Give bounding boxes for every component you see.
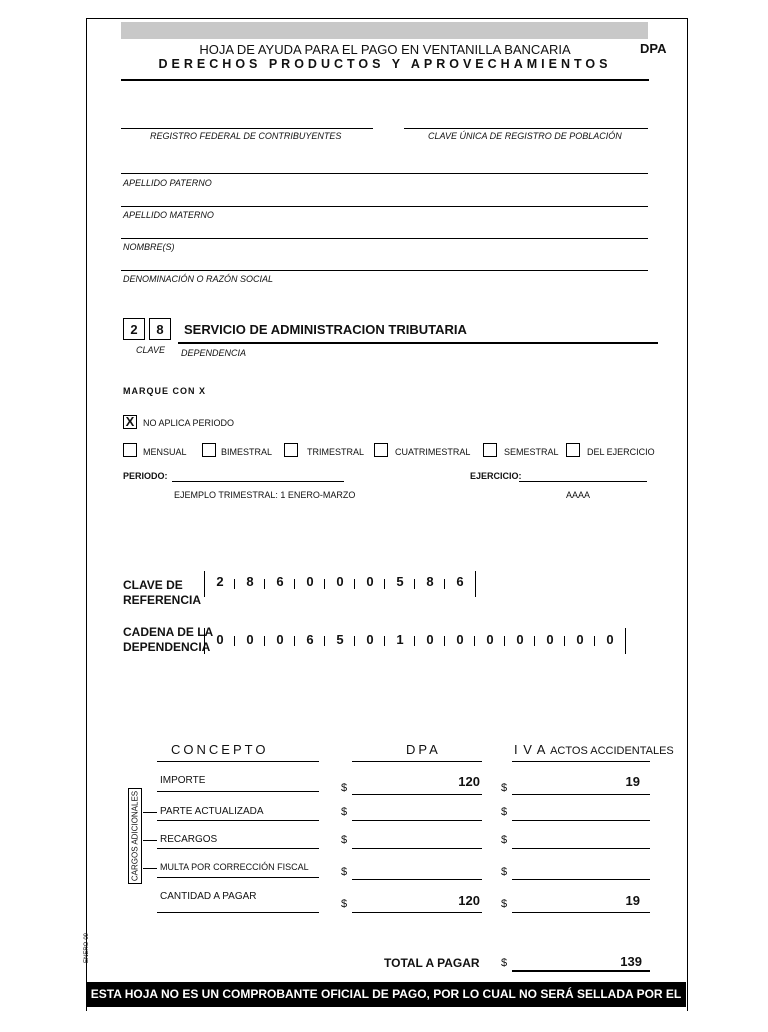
dpa-importe: 120 bbox=[458, 774, 480, 789]
dollar-sign: $ bbox=[501, 866, 508, 878]
bracket-tick bbox=[143, 868, 157, 869]
dpa-cantidad-field[interactable] bbox=[352, 912, 482, 913]
dollar-sign: $ bbox=[501, 834, 508, 846]
cadena-digit: 0 bbox=[606, 632, 614, 647]
ejercicio-field[interactable] bbox=[519, 481, 647, 482]
bimestral-label: BIMESTRAL bbox=[221, 447, 273, 457]
cadena-digit: 0 bbox=[355, 628, 385, 654]
col-concepto-line bbox=[157, 761, 319, 762]
row-line bbox=[157, 912, 319, 913]
dependencia-line bbox=[178, 342, 658, 344]
dpa-parte-actualizada-field[interactable] bbox=[352, 820, 482, 821]
nombres-field[interactable] bbox=[121, 238, 648, 239]
dollar-sign: $ bbox=[501, 898, 508, 910]
apellido-paterno-field[interactable] bbox=[121, 173, 648, 174]
dpa-cantidad: 120 bbox=[458, 893, 480, 908]
rfc-field[interactable] bbox=[121, 128, 373, 129]
clave-label: CLAVE bbox=[136, 345, 166, 355]
iva-multa-field[interactable] bbox=[512, 879, 650, 880]
bracket-tick bbox=[143, 840, 157, 841]
dollar-sign: $ bbox=[341, 898, 348, 910]
dollar-sign: $ bbox=[341, 834, 348, 846]
col-iva-bold: I V A bbox=[514, 742, 547, 757]
title-divider bbox=[121, 79, 649, 81]
dpa-multa-field[interactable] bbox=[352, 879, 482, 880]
clave-referencia-label bbox=[123, 578, 201, 608]
clave-referencia-label-1: CLAVE DE bbox=[123, 578, 183, 592]
dpa-recargos-field[interactable] bbox=[352, 848, 482, 849]
cadena-digit: 0 bbox=[475, 628, 505, 654]
col-iva-rest: ACTOS ACCIDENTALES bbox=[550, 745, 674, 757]
cadena-digit: 0 bbox=[535, 628, 565, 654]
form-title: HOJA DE AYUDA PARA EL PAGO EN VENTANILLA BANCARIA bbox=[199, 42, 571, 57]
nombres-label: NOMBRE(S) bbox=[123, 242, 175, 252]
col-dpa: DPA bbox=[406, 742, 441, 757]
dependencia-label: DEPENDENCIA bbox=[181, 348, 247, 358]
ref-digit: 6 bbox=[456, 574, 464, 589]
ref-digit: 8 bbox=[235, 571, 265, 597]
ref-digit: 8 bbox=[415, 571, 445, 597]
ref-digit: 6 bbox=[265, 571, 295, 597]
curp-label: CLAVE ÚNICA DE REGISTRO DE POBLACIÓN bbox=[428, 131, 622, 141]
row-concepto: MULTA POR CORRECCIÓN FISCAL bbox=[160, 862, 309, 872]
ref-digit: 0 bbox=[325, 571, 355, 597]
iva-cantidad: 19 bbox=[625, 893, 640, 908]
iva-importe: 19 bbox=[625, 774, 640, 789]
cadena-dependencia-label bbox=[123, 625, 213, 655]
col-iva-line bbox=[512, 761, 650, 762]
col-concepto: CONCEPTO bbox=[171, 742, 269, 757]
cadena-digit: 6 bbox=[295, 628, 325, 654]
apellido-materno-field[interactable] bbox=[121, 206, 648, 207]
cuatrimestral-checkbox[interactable] bbox=[374, 443, 388, 457]
header-bar bbox=[121, 22, 648, 39]
dependencia-name: SERVICIO DE ADMINISTRACION TRIBUTARIA bbox=[184, 322, 467, 337]
mensual-label: MENSUAL bbox=[143, 447, 187, 457]
cargos-adicionales-text: CARGOS ADICIONALES bbox=[130, 790, 140, 882]
total-field[interactable] bbox=[512, 970, 650, 972]
cadena-digit: 0 bbox=[505, 628, 535, 654]
no-aplica-label: NO APLICA PERIODO bbox=[143, 418, 235, 428]
dollar-sign: $ bbox=[341, 806, 348, 818]
row-concepto: IMPORTE bbox=[160, 775, 206, 786]
clave-referencia-label-2: REFERENCIA bbox=[123, 593, 202, 607]
cadena-digit: 0 bbox=[235, 628, 265, 654]
apellido-paterno-label: APELLIDO PATERNO bbox=[123, 178, 212, 188]
cadena-digit: 0 bbox=[265, 628, 295, 654]
cadena-digit: 0 bbox=[415, 628, 445, 654]
iva-cantidad-field[interactable] bbox=[512, 912, 650, 913]
row-line bbox=[157, 848, 319, 849]
cadena-dependencia-digits bbox=[204, 628, 626, 654]
total-label: TOTAL A PAGAR bbox=[384, 956, 480, 970]
periodo-label: PERIODO: bbox=[123, 471, 168, 481]
total-value: 139 bbox=[620, 954, 642, 969]
cadena-digit: 1 bbox=[385, 628, 415, 654]
bimestral-checkbox[interactable] bbox=[202, 443, 216, 457]
mensual-checkbox[interactable] bbox=[123, 443, 137, 457]
ref-digit: 0 bbox=[355, 571, 385, 597]
iva-importe-field[interactable] bbox=[512, 794, 650, 795]
side-code: ENERO-09 bbox=[84, 932, 90, 963]
del-ejercicio-label: DEL EJERCICIO bbox=[587, 447, 655, 457]
col-iva bbox=[514, 742, 674, 757]
clave-digit-1: 2 bbox=[123, 318, 145, 340]
semestral-checkbox[interactable] bbox=[483, 443, 497, 457]
cadena-label-2: DEPENDENCIA bbox=[123, 640, 211, 654]
dpa-importe-field[interactable] bbox=[352, 794, 482, 795]
cargos-adicionales-label bbox=[128, 788, 142, 884]
row-concepto: PARTE ACTUALIZADA bbox=[160, 806, 264, 817]
dollar-sign: $ bbox=[341, 782, 348, 794]
curp-field[interactable] bbox=[404, 128, 648, 129]
row-line bbox=[157, 877, 319, 878]
footer-notice: ESTA HOJA NO ES UN COMPROBANTE OFICIAL DE PAGO, POR LO CUAL NO SERÁ SELLADA POR EL CAJERO bbox=[86, 982, 686, 1007]
row-concepto: CANTIDAD A PAGAR bbox=[160, 891, 257, 902]
trimestral-label: TRIMESTRAL bbox=[307, 447, 365, 457]
trimestral-checkbox[interactable] bbox=[284, 443, 298, 457]
year-format: AAAA bbox=[566, 490, 591, 500]
dollar-sign: $ bbox=[501, 782, 508, 794]
cadena-digit: 0 bbox=[445, 628, 475, 654]
ref-digit: 5 bbox=[385, 571, 415, 597]
apellido-materno-label: APELLIDO MATERNO bbox=[123, 210, 214, 220]
ref-digit: 0 bbox=[295, 571, 325, 597]
dollar-sign: $ bbox=[501, 957, 508, 969]
cuatrimestral-label: CUATRIMESTRAL bbox=[395, 447, 471, 457]
bracket-tick bbox=[143, 812, 157, 813]
row-line bbox=[157, 820, 319, 821]
iva-recargos-field[interactable] bbox=[512, 848, 650, 849]
col-dpa-line bbox=[352, 761, 482, 762]
ref-digit: 2 bbox=[205, 571, 235, 597]
periodo-example: EJEMPLO TRIMESTRAL: 1 ENERO-MARZO bbox=[174, 490, 356, 500]
form-subtitle: DERECHOS PRODUCTOS Y APROVECHAMIENTOS bbox=[158, 57, 612, 71]
row-concepto: RECARGOS bbox=[160, 834, 218, 845]
del-ejercicio-checkbox[interactable] bbox=[566, 443, 580, 457]
no-aplica-checkbox[interactable]: X bbox=[123, 415, 137, 429]
ejercicio-label: EJERCICIO: bbox=[470, 471, 522, 481]
marque-label: MARQUE CON X bbox=[123, 386, 207, 396]
periodo-field[interactable] bbox=[172, 481, 344, 482]
cadena-digit: 5 bbox=[325, 628, 355, 654]
form-code: DPA bbox=[640, 41, 667, 56]
clave-referencia-digits bbox=[204, 571, 476, 597]
cadena-label-1: CADENA DE LA bbox=[123, 625, 214, 639]
cadena-digit: 0 bbox=[565, 628, 595, 654]
rfc-label: REGISTRO FEDERAL DE CONTRIBUYENTES bbox=[150, 131, 342, 141]
row-line bbox=[157, 791, 319, 792]
dollar-sign: $ bbox=[341, 866, 348, 878]
cadena-digit: 0 bbox=[205, 628, 235, 654]
dollar-sign: $ bbox=[501, 806, 508, 818]
semestral-label: SEMESTRAL bbox=[504, 447, 559, 457]
razon-social-field[interactable] bbox=[121, 270, 648, 271]
clave-digit-2: 8 bbox=[149, 318, 171, 340]
razon-social-label: DENOMINACIÓN O RAZÓN SOCIAL bbox=[123, 274, 274, 284]
iva-parte-actualizada-field[interactable] bbox=[512, 820, 650, 821]
